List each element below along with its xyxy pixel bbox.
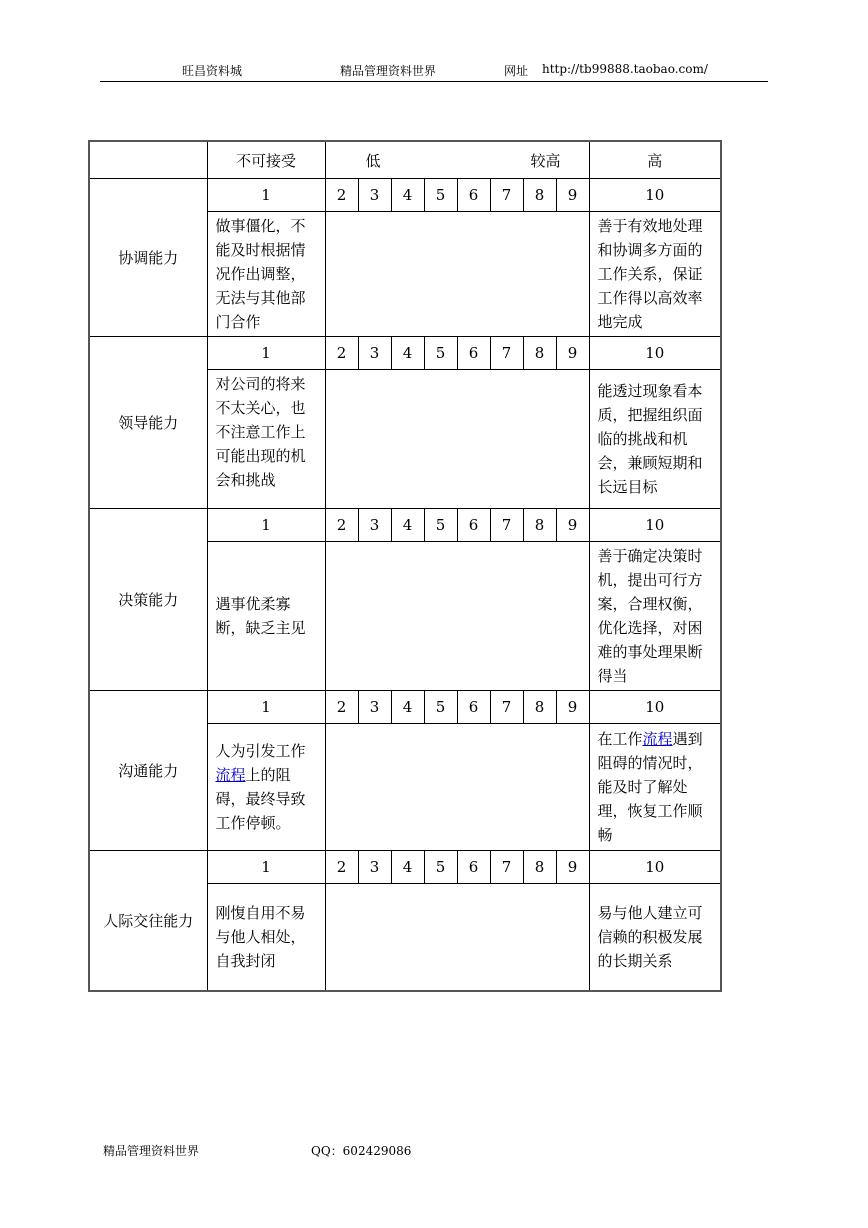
- middle-empty-cell: [325, 884, 589, 992]
- score-10: 10: [589, 851, 721, 884]
- process-link[interactable]: 流程: [642, 730, 673, 748]
- low-desc-pre: 人为引发工作: [215, 742, 306, 760]
- category-cell: 协调能力: [89, 179, 207, 337]
- score-5: 5: [424, 509, 457, 542]
- score-6: 6: [457, 691, 490, 724]
- high-description: 能透过现象看本质，把握组织面临的挑战和机会，兼顾短期和长远目标: [589, 370, 721, 509]
- high-description: [589, 724, 721, 851]
- score-2: 2: [325, 691, 358, 724]
- low-description: 做事僵化，不能及时根据情况作出调整，无法与其他部门合作: [207, 212, 325, 337]
- score-9: 9: [556, 851, 589, 884]
- high-desc-pre: 在工作: [597, 730, 643, 748]
- score-8: 8: [523, 509, 556, 542]
- header-higher: 较高: [530, 151, 561, 170]
- header-middle-text: 精品管理资料世界: [340, 64, 437, 78]
- score-5: 5: [424, 851, 457, 884]
- score-8: 8: [523, 691, 556, 724]
- low-description: 对公司的将来不太关心，也不注意工作上可能出现的机会和挑战: [207, 370, 325, 509]
- score-7: 7: [490, 337, 523, 370]
- score-8: 8: [523, 179, 556, 212]
- header-low-to-higher: [325, 141, 589, 179]
- score-7: 7: [490, 179, 523, 212]
- score-3: 3: [358, 337, 391, 370]
- evaluation-table: [88, 140, 722, 992]
- process-link[interactable]: 流程: [215, 766, 246, 784]
- score-10: 10: [589, 179, 721, 212]
- table-row: [89, 691, 721, 724]
- score-4: 4: [391, 691, 424, 724]
- table-row: [89, 851, 721, 884]
- high-description: 易与他人建立可信赖的积极发展的长期关系: [589, 884, 721, 992]
- score-1: 1: [207, 851, 325, 884]
- middle-empty-cell: [325, 212, 589, 337]
- score-2: 2: [325, 337, 358, 370]
- score-9: 9: [556, 691, 589, 724]
- high-desc-post: 遇到阻碍的情况时，能及时了解处理，恢复工作顺畅: [597, 730, 703, 844]
- score-2: 2: [325, 851, 358, 884]
- score-3: 3: [358, 851, 391, 884]
- page-header: [100, 62, 768, 80]
- score-10: 10: [589, 337, 721, 370]
- high-description: 善于有效地处理和协调多方面的工作关系，保证工作得以高效率地完成: [589, 212, 721, 337]
- score-1: 1: [207, 691, 325, 724]
- score-5: 5: [424, 179, 457, 212]
- header-left-text: 旺昌资料城: [182, 64, 243, 78]
- header-url-link[interactable]: http://tb99888.taobao.com/: [542, 62, 708, 76]
- score-3: 3: [358, 179, 391, 212]
- category-cell: 沟通能力: [89, 691, 207, 851]
- header-empty-cell: [89, 141, 207, 179]
- score-6: 6: [457, 851, 490, 884]
- low-description: [207, 724, 325, 851]
- middle-empty-cell: [325, 370, 589, 509]
- table-row: [89, 337, 721, 370]
- score-5: 5: [424, 337, 457, 370]
- score-7: 7: [490, 851, 523, 884]
- header-high: 高: [589, 141, 721, 179]
- score-6: 6: [457, 179, 490, 212]
- table-row: [89, 509, 721, 542]
- score-8: 8: [523, 851, 556, 884]
- score-7: 7: [490, 509, 523, 542]
- low-description: 遇事优柔寡断，缺乏主见: [207, 542, 325, 691]
- category-cell: 人际交往能力: [89, 851, 207, 992]
- category-cell: 决策能力: [89, 509, 207, 691]
- middle-empty-cell: [325, 542, 589, 691]
- footer-qq: QQ：602429086: [311, 1144, 412, 1158]
- score-2: 2: [325, 179, 358, 212]
- score-4: 4: [391, 509, 424, 542]
- score-1: 1: [207, 179, 325, 212]
- table-header-row: [89, 141, 721, 179]
- score-2: 2: [325, 509, 358, 542]
- score-6: 6: [457, 509, 490, 542]
- low-desc-post: 上的阻碍，最终导致工作停顿。: [215, 766, 306, 832]
- score-1: 1: [207, 509, 325, 542]
- score-6: 6: [457, 337, 490, 370]
- table-row: [89, 179, 721, 212]
- score-9: 9: [556, 179, 589, 212]
- low-description: 刚愎自用不易与他人相处，自我封闭: [207, 884, 325, 992]
- footer-left-text: 精品管理资料世界: [103, 1144, 200, 1158]
- high-description: 善于确定决策时机，提出可行方案，合理权衡，优化选择，对困难的事处理果断得当: [589, 542, 721, 691]
- header-divider: [100, 81, 768, 82]
- score-10: 10: [589, 509, 721, 542]
- score-4: 4: [391, 337, 424, 370]
- category-cell: 领导能力: [89, 337, 207, 509]
- score-10: 10: [589, 691, 721, 724]
- score-4: 4: [391, 179, 424, 212]
- score-3: 3: [358, 691, 391, 724]
- score-3: 3: [358, 509, 391, 542]
- middle-empty-cell: [325, 724, 589, 851]
- score-8: 8: [523, 337, 556, 370]
- header-low: 低: [365, 151, 381, 170]
- score-1: 1: [207, 337, 325, 370]
- header-unacceptable: 不可接受: [207, 141, 325, 179]
- score-5: 5: [424, 691, 457, 724]
- header-site-label: 网址: [504, 64, 529, 78]
- score-9: 9: [556, 509, 589, 542]
- score-4: 4: [391, 851, 424, 884]
- score-7: 7: [490, 691, 523, 724]
- score-9: 9: [556, 337, 589, 370]
